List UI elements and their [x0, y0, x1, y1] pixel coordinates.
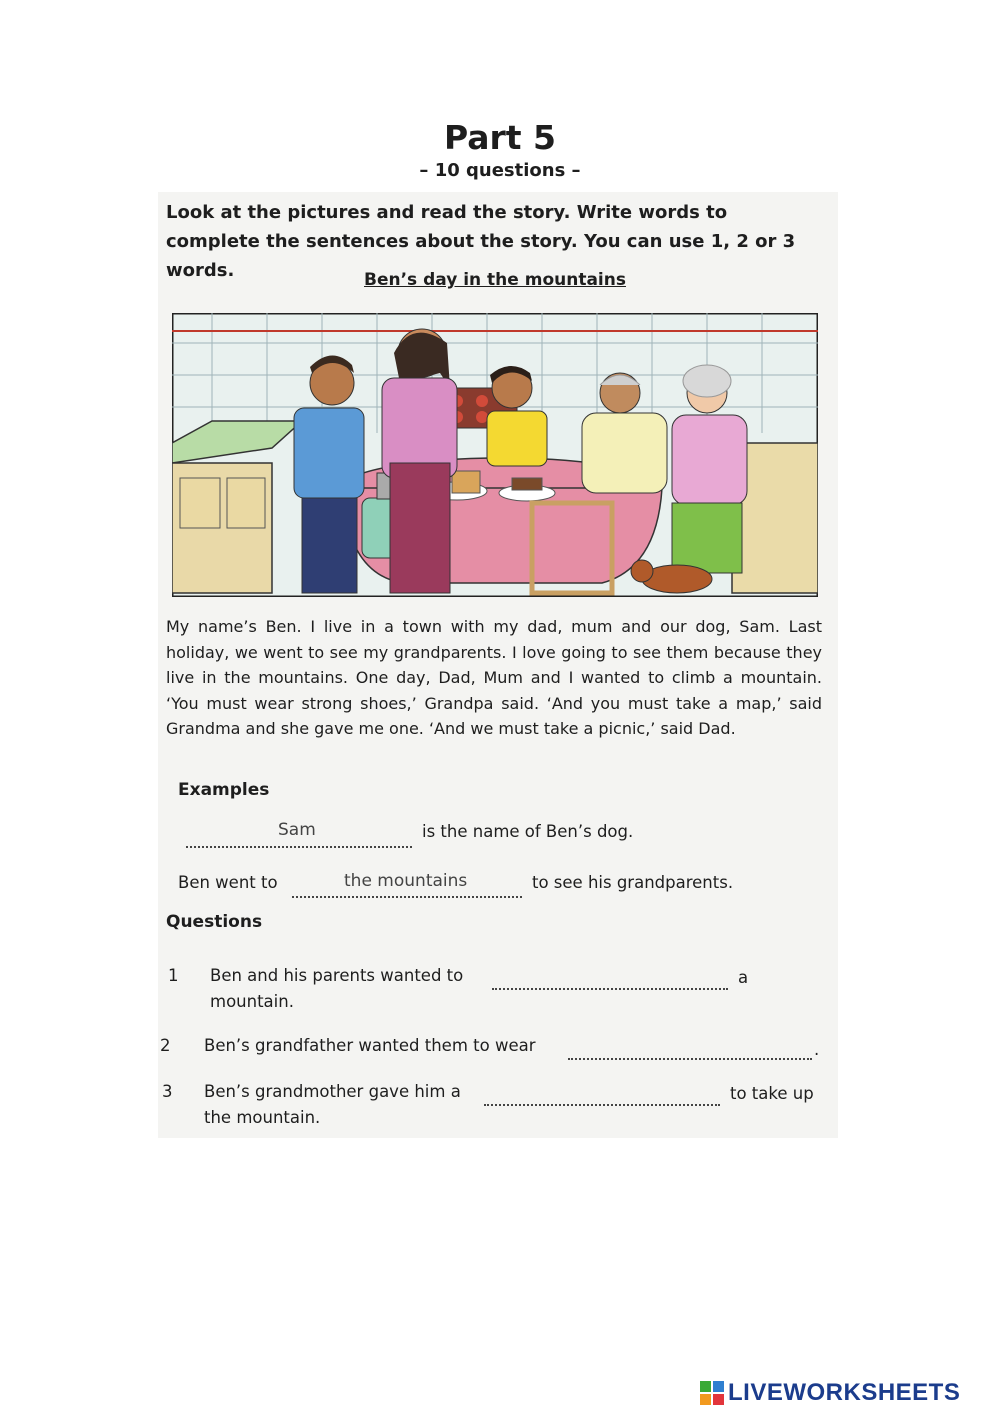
question-3-text-after: to take up [730, 1084, 814, 1103]
kitchen-scene-illustration [172, 313, 818, 597]
questions-heading: Questions [166, 912, 263, 932]
example-2-answer: the mountains [344, 871, 468, 891]
part-subtitle: – 10 questions – [419, 160, 581, 181]
liveworksheets-logo [700, 1378, 960, 1408]
example-2-text-before: Ben went to [178, 873, 278, 892]
example-1-text-after: is the name of Ben’s dog. [422, 822, 634, 841]
example-2-text-after: to see his grandparents. [532, 873, 734, 892]
question-1-number: 1 [168, 966, 179, 985]
example-2-answer-line [292, 896, 522, 898]
question-2-number: 2 [160, 1036, 171, 1055]
question-2-text-after: . [814, 1040, 820, 1059]
question-2-answer-field[interactable] [568, 1058, 812, 1060]
question-1-text-after: a [738, 968, 749, 987]
question-1-continuation: mountain. [210, 992, 294, 1011]
question-3-text: Ben’s grandmother gave him a [204, 1082, 461, 1101]
logo-text: LIVEWORKSHEETS [728, 1379, 961, 1406]
instructions: Look at the pictures and read the story. Write words to complete the sentences about the story. You can use 1, 2 or 3 words. [166, 202, 796, 281]
part-title: Part 5 [443, 118, 557, 157]
question-1-text: Ben and his parents wanted to [210, 966, 464, 985]
question-3-answer-field[interactable] [484, 1104, 720, 1106]
example-1-answer: Sam [278, 820, 316, 840]
question-3-number: 3 [162, 1082, 173, 1101]
liveworksheets-logo-icon [700, 1381, 724, 1405]
story-title: Ben’s day in the mountains [364, 270, 626, 290]
question-1-answer-field[interactable] [492, 988, 728, 990]
story-text: My name’s Ben. I live in a town with my dad, mum and our dog, Sam. Last holiday, we went to see my grandparents. I love going to see them because they live in the mountains. One day, Dad, Mum and I wanted to climb a mountain. ‘You must wear strong shoes,’ Grandpa said. ‘And you must take a map,’ said Grandma and she gave me one. ‘And we must take a picnic,’ said Dad. [166, 617, 822, 739]
examples-heading: Examples [178, 780, 270, 800]
example-1-answer-line [186, 846, 412, 848]
question-3-continuation: the mountain. [204, 1108, 321, 1127]
question-2-text: Ben’s grandfather wanted them to wear [204, 1036, 536, 1055]
